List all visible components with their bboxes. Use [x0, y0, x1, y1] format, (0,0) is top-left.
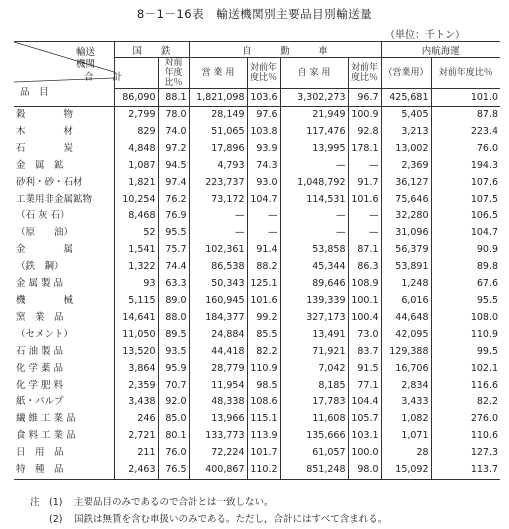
- row-value-cell: 113.7: [431, 462, 500, 479]
- row-value-cell: 95.5: [431, 293, 500, 310]
- row-value-cell: 32,280: [381, 208, 431, 225]
- row-value-cell: 16,706: [381, 361, 431, 378]
- row-item-label: （セメント）: [16, 328, 74, 340]
- row-value-cell: 3,438: [114, 394, 158, 411]
- table-row: [14, 225, 500, 242]
- subheader-eigyo: 営 業 用: [189, 58, 247, 89]
- row-value-cell: 100.0: [348, 445, 381, 462]
- row-value-cell: 2,463: [114, 462, 158, 479]
- row-value-cell: 85.5: [247, 327, 280, 344]
- row-value-cell: 2,721: [114, 428, 158, 445]
- row-value-cell: 50,343: [189, 276, 247, 293]
- corner-label-mode2: 機関: [76, 59, 96, 70]
- row-value-cell: 44,418: [189, 344, 247, 361]
- row-value-cell: 86,538: [189, 259, 247, 276]
- total-cell: 88.1: [158, 89, 189, 107]
- row-value-cell: 45,344: [280, 259, 348, 276]
- row-value-cell: 1,541: [114, 242, 158, 259]
- row-value-cell: 86.3: [348, 259, 381, 276]
- row-value-cell: 14,641: [114, 310, 158, 327]
- row-value-cell: 1,248: [381, 276, 431, 293]
- row-value-cell: —: [348, 158, 381, 175]
- table-row: [14, 378, 500, 395]
- row-value-cell: 1,322: [114, 259, 158, 276]
- row-value-cell: 98.0: [348, 462, 381, 479]
- total-cell: 103.6: [247, 89, 280, 107]
- row-value-cell: 76.2: [158, 192, 189, 209]
- row-value-cell: —: [189, 225, 247, 242]
- row-value-cell: 1,821: [114, 175, 158, 192]
- row-value-cell: 276.0: [431, 411, 500, 428]
- row-value-cell: 107.5: [431, 192, 500, 209]
- table-title: 8－1－16表 輸送機関別主要品目別輸送量: [136, 7, 373, 21]
- total-cell: 101.0: [431, 89, 500, 107]
- row-value-cell: 1,082: [381, 411, 431, 428]
- row-value-cell: 102,361: [189, 242, 247, 259]
- note-1: 注 (1) 主要品目のみであるので合計とは一致しない。: [30, 497, 274, 508]
- row-value-cell: 133,773: [189, 428, 247, 445]
- row-value-cell: 28,779: [189, 361, 247, 378]
- row-value-cell: 76.0: [158, 445, 189, 462]
- row-value-cell: 100.1: [348, 293, 381, 310]
- row-value-cell: 13,491: [280, 327, 348, 344]
- row-value-cell: 2,359: [114, 378, 158, 395]
- row-value-cell: 3,864: [114, 361, 158, 378]
- row-value-cell: 2,799: [114, 107, 158, 124]
- row-value-cell: 116.6: [431, 378, 500, 395]
- row-value-cell: 117,476: [280, 124, 348, 141]
- row-value-cell: 76.9: [158, 208, 189, 225]
- row-value-cell: 76.5: [158, 462, 189, 479]
- table-row: [14, 428, 500, 445]
- row-item-label: 木 材: [16, 125, 74, 137]
- row-value-cell: 52: [114, 225, 158, 242]
- total-cell: 86,090: [114, 89, 158, 107]
- row-value-cell: 73.0: [348, 327, 381, 344]
- table-row: [14, 242, 500, 259]
- row-item-label: （原 油）: [16, 227, 74, 239]
- row-value-cell: 89.0: [158, 293, 189, 310]
- row-value-cell: 11,050: [114, 327, 158, 344]
- row-value-cell: 53,891: [381, 259, 431, 276]
- table-row: [14, 192, 500, 209]
- subheader-yoy-3: 対前年度比％: [348, 58, 381, 89]
- table-row: [14, 276, 500, 293]
- row-value-cell: 82.2: [431, 394, 500, 411]
- row-item-label: 砂利・砂・石材: [16, 176, 83, 188]
- row-value-cell: 89,646: [280, 276, 348, 293]
- row-value-cell: 76.0: [431, 141, 500, 158]
- row-value-cell: 97.6: [247, 107, 280, 124]
- row-item-label: （石 灰 石）: [16, 210, 70, 222]
- row-value-cell: 97.4: [158, 175, 189, 192]
- row-value-cell: 53,858: [280, 242, 348, 259]
- row-value-cell: 115.1: [247, 411, 280, 428]
- table-row: [14, 293, 500, 310]
- row-value-cell: 36,127: [381, 175, 431, 192]
- row-value-cell: 8,468: [114, 208, 158, 225]
- row-value-cell: 74.4: [158, 259, 189, 276]
- subheader-naikou-eigyo: （営業用）: [381, 58, 431, 89]
- row-value-cell: 24,884: [189, 327, 247, 344]
- table-body: [14, 107, 500, 480]
- corner-label-mode: 輸送: [76, 47, 96, 58]
- row-value-cell: 87.1: [348, 242, 381, 259]
- row-value-cell: 48,338: [189, 394, 247, 411]
- table-row: [14, 175, 500, 192]
- row-item-label: 穀 物: [16, 109, 74, 120]
- subheader-yoy-1: 対前年度比％: [158, 58, 189, 89]
- row-value-cell: 51,065: [189, 124, 247, 141]
- row-item-label: 金 属 鉱: [16, 159, 64, 171]
- row-item-label: 繊 維 工 業 品: [16, 413, 76, 425]
- row-value-cell: 223,737: [189, 175, 247, 192]
- row-value-cell: 139,339: [280, 293, 348, 310]
- total-cell: 3,302,273: [280, 89, 348, 107]
- table-row: [14, 462, 500, 479]
- row-value-cell: 28,149: [189, 107, 247, 124]
- row-value-cell: 100.9: [348, 107, 381, 124]
- row-value-cell: 94.5: [158, 158, 189, 175]
- row-value-cell: 110.9: [431, 327, 500, 344]
- row-value-cell: 95.5: [158, 225, 189, 242]
- row-value-cell: 93.0: [247, 175, 280, 192]
- table-row: [14, 259, 500, 276]
- note-2: (2) 国鉄は無賃を含む車扱いのみである。ただし，合計にはすべて含まれる。: [30, 514, 388, 525]
- row-value-cell: 15,092: [381, 462, 431, 479]
- row-value-cell: 92.8: [348, 124, 381, 141]
- row-value-cell: 246: [114, 411, 158, 428]
- row-value-cell: 90.9: [431, 242, 500, 259]
- row-value-cell: 104.7: [247, 192, 280, 209]
- row-value-cell: 56,379: [381, 242, 431, 259]
- unit-label: （単位：千トン）: [385, 30, 465, 41]
- row-value-cell: 113.9: [247, 428, 280, 445]
- row-value-cell: 13,520: [114, 344, 158, 361]
- table-row: [14, 344, 500, 361]
- row-value-cell: 91.7: [348, 175, 381, 192]
- row-value-cell: 89.8: [431, 259, 500, 276]
- table-row: [14, 141, 500, 158]
- row-value-cell: 75.7: [158, 242, 189, 259]
- row-value-cell: 87.8: [431, 107, 500, 124]
- row-item-label: 工業用非金属鉱物: [16, 193, 93, 205]
- row-item-label: 日 用 品: [16, 447, 64, 459]
- row-value-cell: 107.6: [431, 175, 500, 192]
- row-value-cell: 83.7: [348, 344, 381, 361]
- row-value-cell: 82.2: [247, 344, 280, 361]
- row-value-cell: 91.4: [247, 242, 280, 259]
- row-value-cell: 99.2: [247, 310, 280, 327]
- row-value-cell: 4,848: [114, 141, 158, 158]
- row-value-cell: 72,224: [189, 445, 247, 462]
- row-value-cell: 184,377: [189, 310, 247, 327]
- table-row: [14, 327, 500, 344]
- row-value-cell: 67.6: [431, 276, 500, 293]
- row-value-cell: —: [280, 225, 348, 242]
- row-value-cell: 110.9: [247, 361, 280, 378]
- row-value-cell: 106.5: [431, 208, 500, 225]
- row-value-cell: 4,793: [189, 158, 247, 175]
- row-value-cell: 74.0: [158, 124, 189, 141]
- row-value-cell: 7,042: [280, 361, 348, 378]
- table-row: [14, 107, 500, 124]
- table-row: [14, 208, 500, 225]
- table-row: [14, 158, 500, 175]
- row-value-cell: 71,921: [280, 344, 348, 361]
- row-item-label: 化 学 薬 品: [16, 362, 64, 374]
- row-value-cell: 21,949: [280, 107, 348, 124]
- header-kokutetsu: 国 鉄: [114, 42, 189, 58]
- row-value-cell: 61,057: [280, 445, 348, 462]
- row-item-label: 金 属 製 品: [16, 278, 64, 290]
- row-value-cell: 110.6: [431, 428, 500, 445]
- row-value-cell: 91.5: [348, 361, 381, 378]
- row-value-cell: 73,172: [189, 192, 247, 209]
- row-value-cell: 108.0: [431, 310, 500, 327]
- row-item-label: 金 属: [16, 244, 74, 256]
- table-row: [14, 124, 500, 141]
- row-value-cell: 74.3: [247, 158, 280, 175]
- row-value-cell: 127.3: [431, 445, 500, 462]
- row-item-label: 石 油 製 品: [16, 345, 64, 357]
- subheader-yoy-2: 対前年度比％: [247, 58, 280, 89]
- row-value-cell: 93.9: [247, 141, 280, 158]
- row-value-cell: —: [247, 225, 280, 242]
- subheader-yoy-4: 対前年度比％: [431, 58, 500, 89]
- header-naikou: 内航海運: [381, 42, 500, 58]
- table-row: [14, 361, 500, 378]
- row-value-cell: 85.0: [158, 411, 189, 428]
- row-item-label: 紙・パルプ: [16, 396, 64, 408]
- total-cell: 425,681: [381, 89, 431, 107]
- row-value-cell: 108.6: [247, 394, 280, 411]
- row-value-cell: 88.2: [247, 259, 280, 276]
- total-cell: 1,821,098: [189, 89, 247, 107]
- row-value-cell: —: [280, 208, 348, 225]
- row-value-cell: 135,666: [280, 428, 348, 445]
- row-value-cell: 93.5: [158, 344, 189, 361]
- row-value-cell: 100.4: [348, 310, 381, 327]
- row-value-cell: 160,945: [189, 293, 247, 310]
- row-value-cell: 3,213: [381, 124, 431, 141]
- notes: [30, 494, 387, 528]
- row-value-cell: 99.5: [431, 344, 500, 361]
- row-value-cell: 10,254: [114, 192, 158, 209]
- corner-header-cell: [14, 42, 123, 107]
- row-item-label: 機 械: [16, 294, 74, 306]
- row-value-cell: 8,185: [280, 378, 348, 395]
- row-value-cell: 97.2: [158, 141, 189, 158]
- row-item-label: 化 学 肥 料: [16, 379, 64, 391]
- row-value-cell: —: [348, 208, 381, 225]
- row-value-cell: 101.6: [348, 192, 381, 209]
- row-value-cell: 75,646: [381, 192, 431, 209]
- row-value-cell: 92.0: [158, 394, 189, 411]
- row-value-cell: 13,995: [280, 141, 348, 158]
- row-item-label: 特 種 品: [14, 462, 114, 479]
- row-value-cell: 93: [114, 276, 158, 293]
- row-value-cell: 1,087: [114, 158, 158, 175]
- corner-label-total: 合 計: [84, 72, 123, 83]
- row-value-cell: 1,071: [381, 428, 431, 445]
- row-value-cell: 1,048,792: [280, 175, 348, 192]
- row-value-cell: 6,016: [381, 293, 431, 310]
- row-item-label: （鉄 鋼）: [16, 261, 64, 273]
- row-value-cell: 851,248: [280, 462, 348, 479]
- table-row: [14, 310, 500, 327]
- row-value-cell: 5,115: [114, 293, 158, 310]
- row-value-cell: 194.3: [431, 158, 500, 175]
- row-value-cell: 101.6: [247, 293, 280, 310]
- row-value-cell: 13,002: [381, 141, 431, 158]
- table-row: [14, 411, 500, 428]
- row-value-cell: 108.9: [348, 276, 381, 293]
- row-value-cell: 95.9: [158, 361, 189, 378]
- row-value-cell: 129,388: [381, 344, 431, 361]
- row-value-cell: 178.1: [348, 141, 381, 158]
- row-value-cell: —: [247, 208, 280, 225]
- row-value-cell: —: [348, 225, 381, 242]
- corner-label-item: 品 目: [20, 87, 49, 98]
- row-value-cell: 110.2: [247, 462, 280, 479]
- row-value-cell: 44,648: [381, 310, 431, 327]
- row-value-cell: 89.5: [158, 327, 189, 344]
- row-value-cell: 80.1: [158, 428, 189, 445]
- row-value-cell: 400,867: [189, 462, 247, 479]
- row-value-cell: 88.0: [158, 310, 189, 327]
- row-value-cell: 223.4: [431, 124, 500, 141]
- row-value-cell: 17,896: [189, 141, 247, 158]
- row-value-cell: 211: [114, 445, 158, 462]
- subheader-jikayo: 自 家 用: [280, 58, 348, 89]
- row-item-label: 石 炭: [16, 142, 74, 154]
- total-cell: 96.7: [348, 89, 381, 107]
- row-value-cell: 104.7: [431, 225, 500, 242]
- transport-table: [14, 41, 500, 480]
- table-row: [14, 445, 500, 462]
- row-value-cell: 13,966: [189, 411, 247, 428]
- row-value-cell: 78.0: [158, 107, 189, 124]
- row-value-cell: 829: [114, 124, 158, 141]
- row-value-cell: 63.3: [158, 276, 189, 293]
- row-value-cell: 101.7: [247, 445, 280, 462]
- row-value-cell: 102.1: [431, 361, 500, 378]
- row-value-cell: 2,834: [381, 378, 431, 395]
- row-value-cell: —: [189, 208, 247, 225]
- row-value-cell: 70.7: [158, 378, 189, 395]
- row-value-cell: 327,173: [280, 310, 348, 327]
- row-value-cell: 42,095: [381, 327, 431, 344]
- row-value-cell: —: [280, 158, 348, 175]
- row-value-cell: 3,433: [381, 394, 431, 411]
- row-value-cell: 103.1: [348, 428, 381, 445]
- row-value-cell: 77.1: [348, 378, 381, 395]
- row-value-cell: 11,954: [189, 378, 247, 395]
- row-item-label: 窯 業 品: [16, 311, 64, 323]
- row-value-cell: 5,405: [381, 107, 431, 124]
- row-value-cell: 98.5: [247, 378, 280, 395]
- row-value-cell: 104.4: [348, 394, 381, 411]
- row-value-cell: 31,096: [381, 225, 431, 242]
- row-value-cell: 103.8: [247, 124, 280, 141]
- row-value-cell: 2,369: [381, 158, 431, 175]
- row-value-cell: 105.7: [348, 411, 381, 428]
- header-jidousha: 自 動 車: [189, 42, 381, 58]
- row-value-cell: 114,531: [280, 192, 348, 209]
- table-row: [14, 394, 500, 411]
- row-value-cell: 17,783: [280, 394, 348, 411]
- row-value-cell: 125.1: [247, 276, 280, 293]
- row-item-label: 食 料 工 業 品: [16, 430, 76, 442]
- row-value-cell: 28: [381, 445, 431, 462]
- row-value-cell: 11,608: [280, 411, 348, 428]
